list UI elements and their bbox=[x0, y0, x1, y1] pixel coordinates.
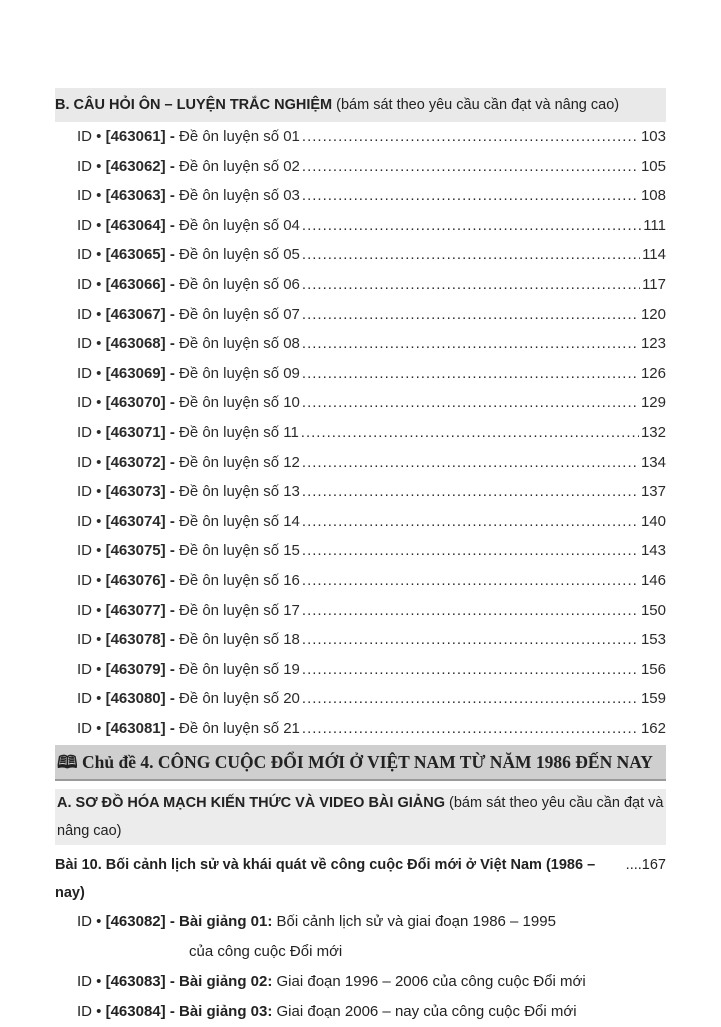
entry-id: [463064] bbox=[105, 216, 166, 234]
practice-list bbox=[55, 122, 666, 743]
lesson-entry[interactable] bbox=[55, 851, 666, 907]
dash: - bbox=[169, 601, 175, 619]
entry-id: [463068] bbox=[105, 335, 166, 353]
leader-dots bbox=[302, 329, 639, 359]
section-b-note: (bám sát theo yêu cầu cần đạt và nâng cao) bbox=[336, 97, 620, 113]
id-prefix: ID • bbox=[77, 246, 102, 264]
dash: - bbox=[169, 275, 175, 293]
entry-id: [463073] bbox=[105, 483, 166, 501]
id-prefix: ID • bbox=[77, 364, 102, 382]
lesson-dots: .... bbox=[625, 857, 642, 874]
leader-dots bbox=[302, 300, 639, 330]
chapter-title: Chủ đề 4. CÔNG CUỘC ĐỔI MỚI Ở VIỆT NAM TỪ NĂM 1986 ĐẾN NAY bbox=[82, 752, 653, 773]
id-prefix: ID • bbox=[77, 1003, 102, 1021]
dash: - bbox=[169, 335, 175, 353]
entry-title: Đề ôn luyện số 09 bbox=[178, 364, 300, 382]
entry-id: [463067] bbox=[105, 305, 166, 323]
entry-id: [463080] bbox=[105, 690, 166, 708]
leader-dots bbox=[302, 211, 641, 241]
section-a-heading bbox=[55, 789, 666, 845]
toc-entry[interactable] bbox=[55, 596, 666, 626]
entry-title: Đề ôn luyện số 14 bbox=[178, 512, 300, 530]
lecture-id: [463082] bbox=[105, 913, 166, 931]
toc-entry[interactable] bbox=[55, 418, 666, 448]
leader-dots bbox=[302, 625, 639, 655]
leader-dots bbox=[302, 388, 639, 418]
entry-title: Đề ôn luyện số 15 bbox=[178, 542, 300, 560]
id-prefix: ID • bbox=[77, 571, 102, 589]
entry-title: Đề ôn luyện số 08 bbox=[178, 335, 300, 353]
toc-entry[interactable] bbox=[55, 359, 666, 389]
entry-title: Đề ôn luyện số 16 bbox=[178, 571, 300, 589]
dash: - bbox=[169, 1003, 175, 1021]
section-b-title: B. CÂU HỎI ÔN – LUYỆN TRẮC NGHIỆM bbox=[55, 97, 333, 113]
leader-dots bbox=[302, 448, 639, 478]
toc-entry[interactable] bbox=[55, 181, 666, 211]
entry-page: 137 bbox=[640, 483, 666, 501]
leader-dots bbox=[302, 359, 639, 389]
section-a-title: A. SƠ ĐỒ HÓA MẠCH KIẾN THỨC VÀ VIDEO BÀI GIẢNG bbox=[57, 795, 445, 812]
leader-dots bbox=[302, 507, 639, 537]
section-b-heading bbox=[55, 88, 666, 122]
entry-title: Đề ôn luyện số 04 bbox=[178, 216, 300, 234]
dash: - bbox=[169, 305, 175, 323]
leader-dots bbox=[302, 152, 639, 182]
dash: - bbox=[169, 690, 175, 708]
entry-id: [463069] bbox=[105, 364, 166, 382]
leader-dots bbox=[302, 270, 640, 300]
id-prefix: ID • bbox=[77, 275, 102, 293]
dash: - bbox=[169, 187, 175, 205]
id-prefix: ID • bbox=[77, 973, 102, 991]
lecture-title: Giai đoạn 1996 – 2006 của công cuộc Đổi mới bbox=[276, 973, 586, 991]
entry-id: [463072] bbox=[105, 453, 166, 471]
entry-page: 156 bbox=[640, 660, 666, 678]
toc-entry[interactable] bbox=[55, 300, 666, 330]
entry-id: [463063] bbox=[105, 187, 166, 205]
entry-page: 134 bbox=[640, 453, 666, 471]
entry-page: 103 bbox=[640, 128, 666, 145]
entry-title: Đề ôn luyện số 11 bbox=[178, 423, 299, 441]
lecture-label: Bài giảng 02: bbox=[178, 973, 273, 991]
dash: - bbox=[169, 719, 175, 737]
id-prefix: ID • bbox=[77, 453, 102, 471]
id-prefix: ID • bbox=[77, 305, 102, 323]
toc-entry[interactable] bbox=[55, 448, 666, 478]
dash: - bbox=[169, 483, 175, 501]
entry-page: 108 bbox=[640, 187, 666, 205]
lecture-id: [463084] bbox=[105, 1003, 166, 1021]
id-prefix: ID • bbox=[77, 187, 102, 205]
toc-entry[interactable] bbox=[55, 152, 666, 182]
lesson-title: Bài 10. Bối cảnh lịch sử và khái quát về công cuộc Đổi mới ở Việt Nam (1986 – nay) bbox=[55, 857, 596, 902]
entry-title: Đề ôn luyện số 13 bbox=[178, 483, 300, 501]
leader-dots bbox=[302, 477, 639, 507]
leader-dots bbox=[302, 536, 639, 566]
entry-page: 114 bbox=[642, 246, 666, 264]
toc-entry[interactable] bbox=[55, 684, 666, 714]
lesson-page: 167 bbox=[641, 857, 666, 874]
entry-page: 140 bbox=[640, 512, 666, 530]
entry-page: 159 bbox=[640, 690, 666, 708]
entry-id: [463065] bbox=[105, 246, 166, 264]
entry-id: [463081] bbox=[105, 719, 166, 737]
dash: - bbox=[169, 246, 175, 264]
entry-page: 146 bbox=[640, 571, 666, 589]
id-prefix: ID • bbox=[77, 423, 102, 441]
id-prefix: ID • bbox=[77, 719, 102, 737]
id-prefix: ID • bbox=[77, 690, 102, 708]
lecture-label: Bài giảng 03: bbox=[178, 1003, 273, 1021]
entry-title: Đề ôn luyện số 20 bbox=[178, 690, 300, 708]
entry-title: Đề ôn luyện số 02 bbox=[178, 157, 300, 175]
lecture-id: [463083] bbox=[105, 973, 166, 991]
entry-page: 105 bbox=[640, 157, 666, 175]
toc-entry[interactable] bbox=[55, 122, 666, 152]
dash: - bbox=[169, 453, 175, 471]
entry-id: [463062] bbox=[105, 157, 166, 175]
leader-dots bbox=[302, 655, 639, 685]
entry-id: [463079] bbox=[105, 660, 166, 678]
dash: - bbox=[169, 542, 175, 560]
leader-dots bbox=[302, 566, 639, 596]
entry-id: [463066] bbox=[105, 275, 166, 293]
entry-title: Đề ôn luyện số 21 bbox=[178, 719, 300, 737]
dash: - bbox=[169, 973, 175, 991]
entry-title: Đề ôn luyện số 06 bbox=[178, 275, 300, 293]
entry-title: Đề ôn luyện số 05 bbox=[178, 246, 300, 264]
dash: - bbox=[169, 128, 175, 145]
leader-dots bbox=[302, 181, 639, 211]
entry-page: 143 bbox=[640, 542, 666, 560]
toc-entry[interactable] bbox=[55, 536, 666, 566]
entry-title: Đề ôn luyện số 01 bbox=[178, 128, 300, 145]
dash: - bbox=[169, 423, 175, 441]
entry-page: 129 bbox=[640, 394, 666, 412]
chapter-heading bbox=[55, 745, 666, 781]
entry-page: 111 bbox=[643, 216, 666, 234]
entry-title: Đề ôn luyện số 12 bbox=[178, 453, 300, 471]
id-prefix: ID • bbox=[77, 128, 102, 145]
id-prefix: ID • bbox=[77, 216, 102, 234]
lecture-entry[interactable] bbox=[55, 907, 666, 967]
entry-id: [463075] bbox=[105, 542, 166, 560]
entry-title: Đề ôn luyện số 17 bbox=[178, 601, 300, 619]
lecture-title: Giai đoạn 2006 – nay của công cuộc Đổi mới bbox=[276, 1003, 577, 1021]
table-of-contents bbox=[55, 88, 666, 1027]
id-prefix: ID • bbox=[77, 335, 102, 353]
book-icon: 🕮 bbox=[57, 752, 78, 773]
id-prefix: ID • bbox=[77, 601, 102, 619]
section-a-note: (bám sát theo yêu cầu cần đạt và nâng cao) bbox=[57, 795, 664, 840]
id-prefix: ID • bbox=[77, 157, 102, 175]
id-prefix: ID • bbox=[77, 394, 102, 412]
toc-entry[interactable] bbox=[55, 329, 666, 359]
dash: - bbox=[169, 660, 175, 678]
toc-entry[interactable] bbox=[55, 211, 666, 241]
leader-dots bbox=[302, 122, 639, 152]
toc-entry[interactable] bbox=[55, 388, 666, 418]
toc-entry[interactable] bbox=[55, 625, 666, 655]
id-prefix: ID • bbox=[77, 631, 102, 649]
entry-page: 162 bbox=[640, 719, 666, 737]
entry-id: [463078] bbox=[105, 631, 166, 649]
toc-entry[interactable] bbox=[55, 240, 666, 270]
entry-page: 117 bbox=[642, 275, 666, 293]
entry-id: [463061] bbox=[105, 128, 166, 145]
entry-page: 132 bbox=[640, 423, 666, 441]
id-prefix: ID • bbox=[77, 542, 102, 560]
id-prefix: ID • bbox=[77, 913, 102, 931]
entry-id: [463077] bbox=[105, 601, 166, 619]
dash: - bbox=[169, 913, 175, 931]
entry-id: [463074] bbox=[105, 512, 166, 530]
dash: - bbox=[169, 364, 175, 382]
lecture-label: Bài giảng 01: bbox=[178, 913, 273, 931]
toc-entry[interactable] bbox=[55, 655, 666, 685]
entry-page: 120 bbox=[640, 305, 666, 323]
entry-page: 123 bbox=[640, 335, 666, 353]
lecture-list bbox=[55, 907, 666, 1027]
entry-id: [463070] bbox=[105, 394, 166, 412]
lecture-entry[interactable] bbox=[55, 967, 666, 997]
lecture-title: Bối cảnh lịch sử và giai đoạn 1986 – 1995 bbox=[276, 913, 556, 931]
entry-title: Đề ôn luyện số 03 bbox=[178, 187, 300, 205]
entry-title: Đề ôn luyện số 18 bbox=[178, 631, 300, 649]
leader-dots bbox=[302, 596, 639, 626]
entry-page: 153 bbox=[640, 631, 666, 649]
lecture-title-continued: của công cuộc Đổi mới bbox=[189, 943, 343, 961]
dash: - bbox=[169, 571, 175, 589]
dash: - bbox=[169, 512, 175, 530]
entry-title: Đề ôn luyện số 07 bbox=[178, 305, 300, 323]
dash: - bbox=[169, 631, 175, 649]
entry-id: [463071] bbox=[105, 423, 166, 441]
dash: - bbox=[169, 394, 175, 412]
leader-dots bbox=[301, 418, 639, 448]
leader-dots bbox=[302, 240, 640, 270]
id-prefix: ID • bbox=[77, 483, 102, 501]
toc-entry[interactable] bbox=[55, 270, 666, 300]
dash: - bbox=[169, 216, 175, 234]
toc-entry[interactable] bbox=[55, 507, 666, 537]
entry-page: 126 bbox=[640, 364, 666, 382]
toc-entry[interactable] bbox=[55, 714, 666, 744]
entry-title: Đề ôn luyện số 10 bbox=[178, 394, 300, 412]
entry-title: Đề ôn luyện số 19 bbox=[178, 660, 300, 678]
toc-entry[interactable] bbox=[55, 477, 666, 507]
dash: - bbox=[169, 157, 175, 175]
entry-page: 150 bbox=[640, 601, 666, 619]
toc-entry[interactable] bbox=[55, 566, 666, 596]
entry-id: [463076] bbox=[105, 571, 166, 589]
id-prefix: ID • bbox=[77, 660, 102, 678]
lecture-entry[interactable] bbox=[55, 997, 666, 1027]
leader-dots bbox=[302, 684, 639, 714]
id-prefix: ID • bbox=[77, 512, 102, 530]
leader-dots bbox=[302, 714, 639, 744]
